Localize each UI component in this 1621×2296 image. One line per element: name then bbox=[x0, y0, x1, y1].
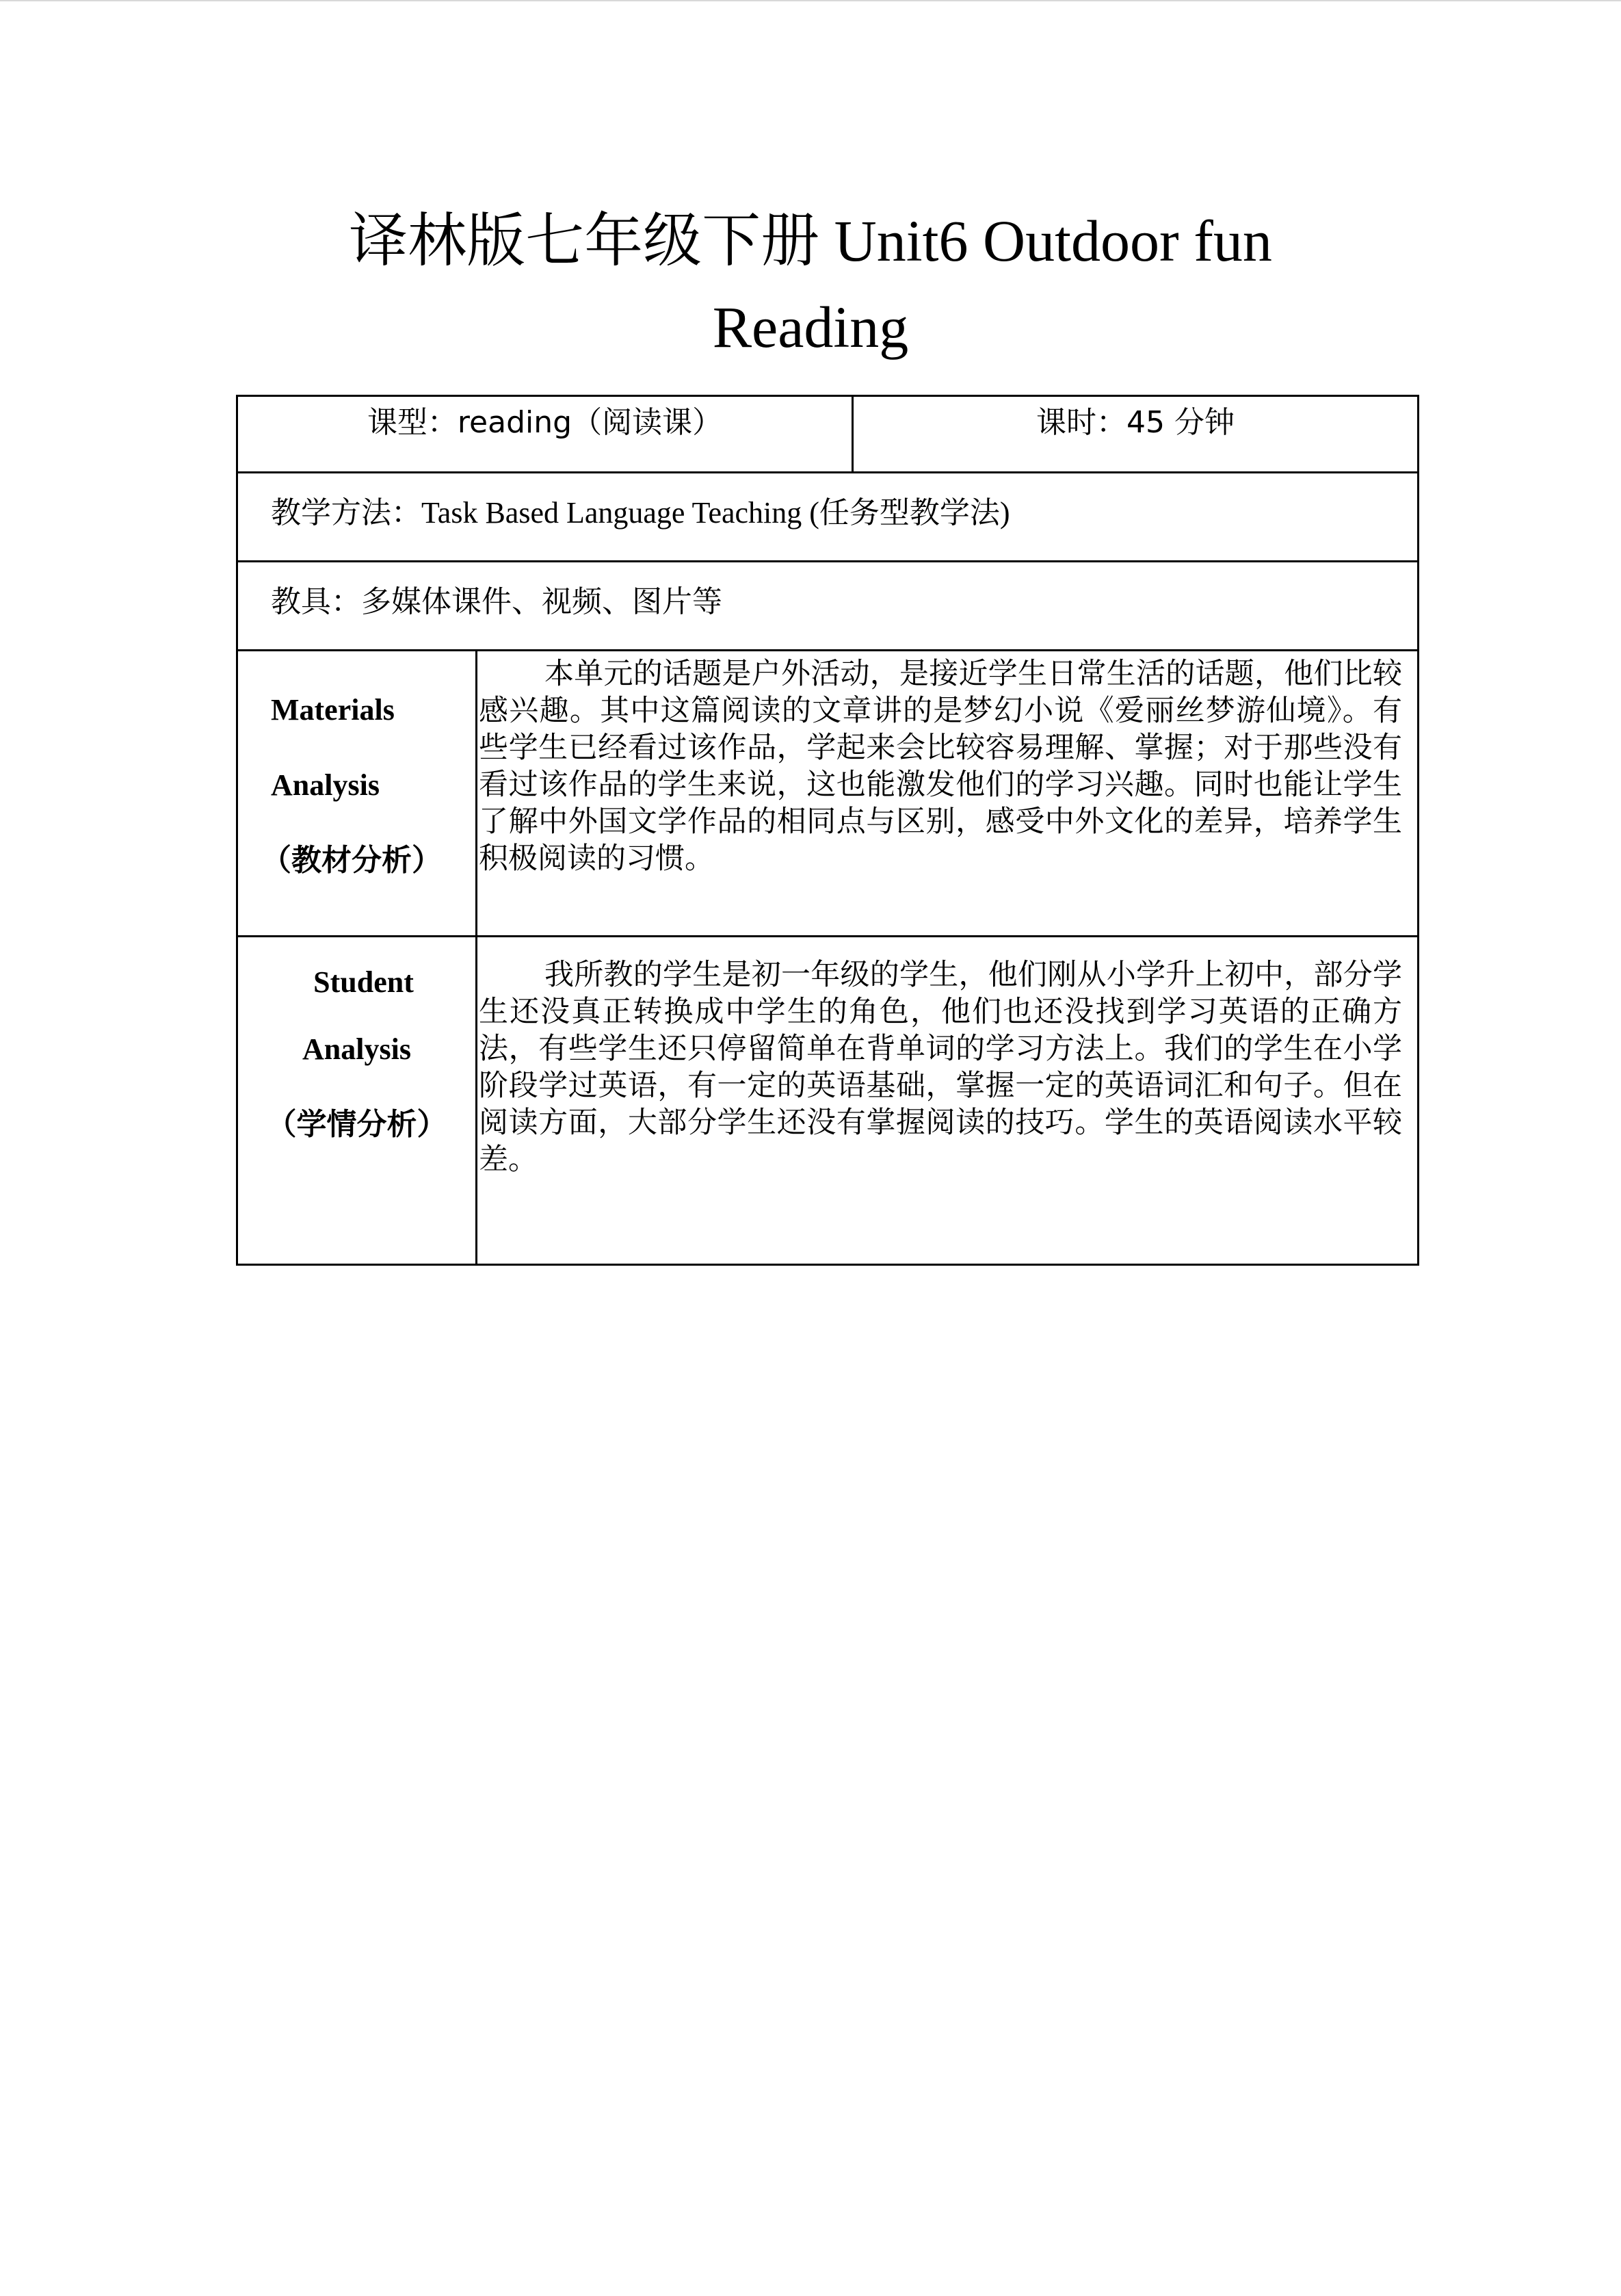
materials-label-line1: Materials bbox=[271, 693, 395, 727]
table-row-teaching-method bbox=[237, 473, 1419, 562]
lesson-type-cell: 课型：reading（阅读课） bbox=[237, 396, 853, 473]
teaching-tools-cell: 教具：多媒体课件、视频、图片等 bbox=[237, 562, 1419, 651]
student-label-line2: Analysis bbox=[302, 1032, 411, 1066]
student-analysis-content bbox=[477, 937, 1419, 1265]
materials-label-line2: Analysis bbox=[271, 768, 380, 802]
table-row-materials-analysis bbox=[237, 651, 1419, 937]
student-analysis-label bbox=[237, 937, 477, 1265]
page-top-edge bbox=[0, 0, 1621, 1]
materials-analysis-label bbox=[237, 651, 477, 937]
document-title-line2: Reading bbox=[712, 294, 909, 360]
student-label-cn: （学情分析） bbox=[266, 1107, 447, 1142]
lesson-plan-table bbox=[236, 395, 1417, 1264]
materials-analysis-content bbox=[477, 651, 1419, 937]
teaching-method-cell: 教学方法：Task Based Language Teaching (任务型教学法) bbox=[237, 473, 1419, 562]
document-title-line1: 译林版七年级下册 Unit6 Outdoor fun bbox=[349, 208, 1272, 274]
materials-label-cn: （教材分析） bbox=[261, 843, 442, 878]
table-row-teaching-tools bbox=[237, 562, 1419, 651]
lesson-time-cell: 课时：45 分钟 bbox=[853, 396, 1419, 473]
student-label-line1: Student bbox=[313, 965, 414, 999]
table-row-student-analysis bbox=[237, 937, 1419, 1265]
student-analysis-text: 我所教的学生是初一年级的学生，他们刚从小学升上初中，部分学生还没真正转换成中学生的角色，他们也还没找到学习英语的正确方法，有些学生还只停留简单在背单词的学习方法上。我们的学生在小学阶段学过英语，有一定的英语基础，掌握一定的英语词汇和句子。但在阅读方面，大部分学生还没有掌握阅读的技巧。学生的英语阅读水平较差。 bbox=[479, 958, 1403, 1177]
materials-analysis-text: 本单元的话题是户外活动，是接近学生日常生活的话题，他们比较感兴趣。其中这篇阅读的文章讲的是梦幻小说《爱丽丝梦游仙境》。有些学生已经看过该作品，学起来会比较容易理解、掌握；对于那些没有看过该作品的学生来说，这也能激发他们的学习兴趣。同时也能让学生了解中外国文学作品的相同点与区别，感受中外文化的差异，培养学生积极阅读的习惯。 bbox=[479, 657, 1403, 876]
table-row-lesson-info bbox=[237, 396, 1419, 473]
